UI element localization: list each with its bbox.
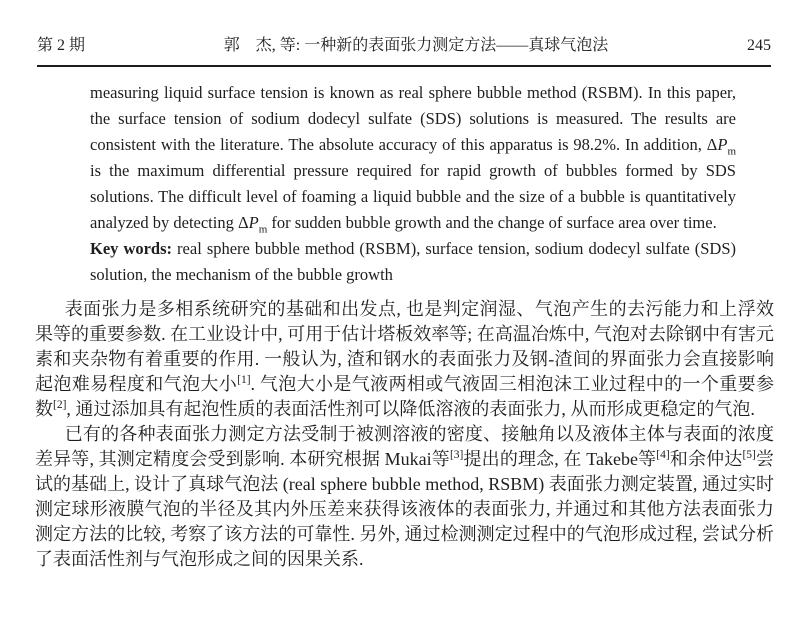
journal-issue: 第 2 期 [37,37,86,54]
abstract-seg-2: is the maximum differential pressure required for rapid growth of bubbles formed by SDS solutions. The difficult level of foaming a liquid bubble and the size of a bubble is quantitatively analyzed by detecting Δ [90,161,736,232]
abstract-seg-3: for sudden bubble growth and the change of surface area over time. [267,213,717,232]
abstract-block [90,80,736,288]
page-number: 245 [747,37,771,54]
citation-ref-1: [1] [237,374,251,386]
intro-paragraph-2 [35,422,774,572]
p2-seg-4: 尝试的基础上, 设计了真球气泡法 (real sphere bubble method, RSBM) 表面张力测定装置, 通过实时测定球形液膜气泡的半径及其内外压差来获得该液体的表面张力, 并通过和其他方法表面张力测定方法的比较, 考察了该方法的可靠性. 另外, 通过检测测定过程中的气泡形成过程, 尝试分析了表面活性剂与气泡形成之间的因果关系. [35,449,775,569]
pressure-variable: P [248,213,259,232]
p2-seg-3: 和余仲达 [669,449,743,469]
p1-seg-3: , 通过添加具有起泡性质的表面活性剂可以降低溶液的表面张力, 从而形成更稳定的气泡. [66,399,755,419]
abstract-text [90,80,736,236]
citation-ref-4: [4] [656,449,670,461]
p1-seg-1: 表面张力是多相系统研究的基础和出发点, 也是判定润湿、气泡产生的去污能力和上浮效果等的重要参数. 在工业设计中, 可用于估计塔板效率等; 在高温冶炼中, 气泡对去除钢中有害元素和夹杂物有着重要的作用. 一般认为, 渣和钢水的表面张力及钢-渣间的界面张力会直接影响起泡难易程度和气泡大小 [35,299,774,394]
p2-seg-1: 已有的各种表面张力测定方法受制于被测溶液的密度、接触角以及液体主体与表面的浓度差异等, 其测定精度会受到影响. 本研究根据 Mukai等 [35,424,774,469]
running-title: 郭 杰, 等: 一种新的表面张力测定方法——真球气泡法 [223,37,609,54]
keywords-text: real sphere bubble method (RSBM), surface tension, sodium dodecyl sulfate (SDS) solution, the mechanism of the bubble growth [90,239,737,284]
p2-seg-2: 提出的理念, 在 Takebe等 [463,449,657,469]
paper-page [0,36,802,635]
p1-seg-2: . 气泡大小是气液两相或气液固三相泡沫工业过程中的一个重要参数 [35,374,775,419]
abstract-seg-1: measuring liquid surface tension is known as real sphere bubble method (RSBM). In this paper, the surface tension of sodium dodecyl sulfate (SDS) solutions is measured. The results are consistent with the literature. The absolute accuracy of this apparatus is 98.2%. In addition, Δ [90,83,736,154]
citation-ref-2: [2] [53,399,67,411]
pressure-variable: P [717,135,728,154]
pressure-subscript: m [727,145,736,158]
keywords-label: Key words: [90,239,173,258]
intro-paragraph-1 [35,297,774,422]
body-text [35,297,774,572]
keywords-line [90,236,736,288]
citation-ref-3: [3] [449,449,464,461]
page-header [37,36,771,67]
citation-ref-5: [5] [742,449,756,461]
pressure-subscript: m [258,223,268,236]
